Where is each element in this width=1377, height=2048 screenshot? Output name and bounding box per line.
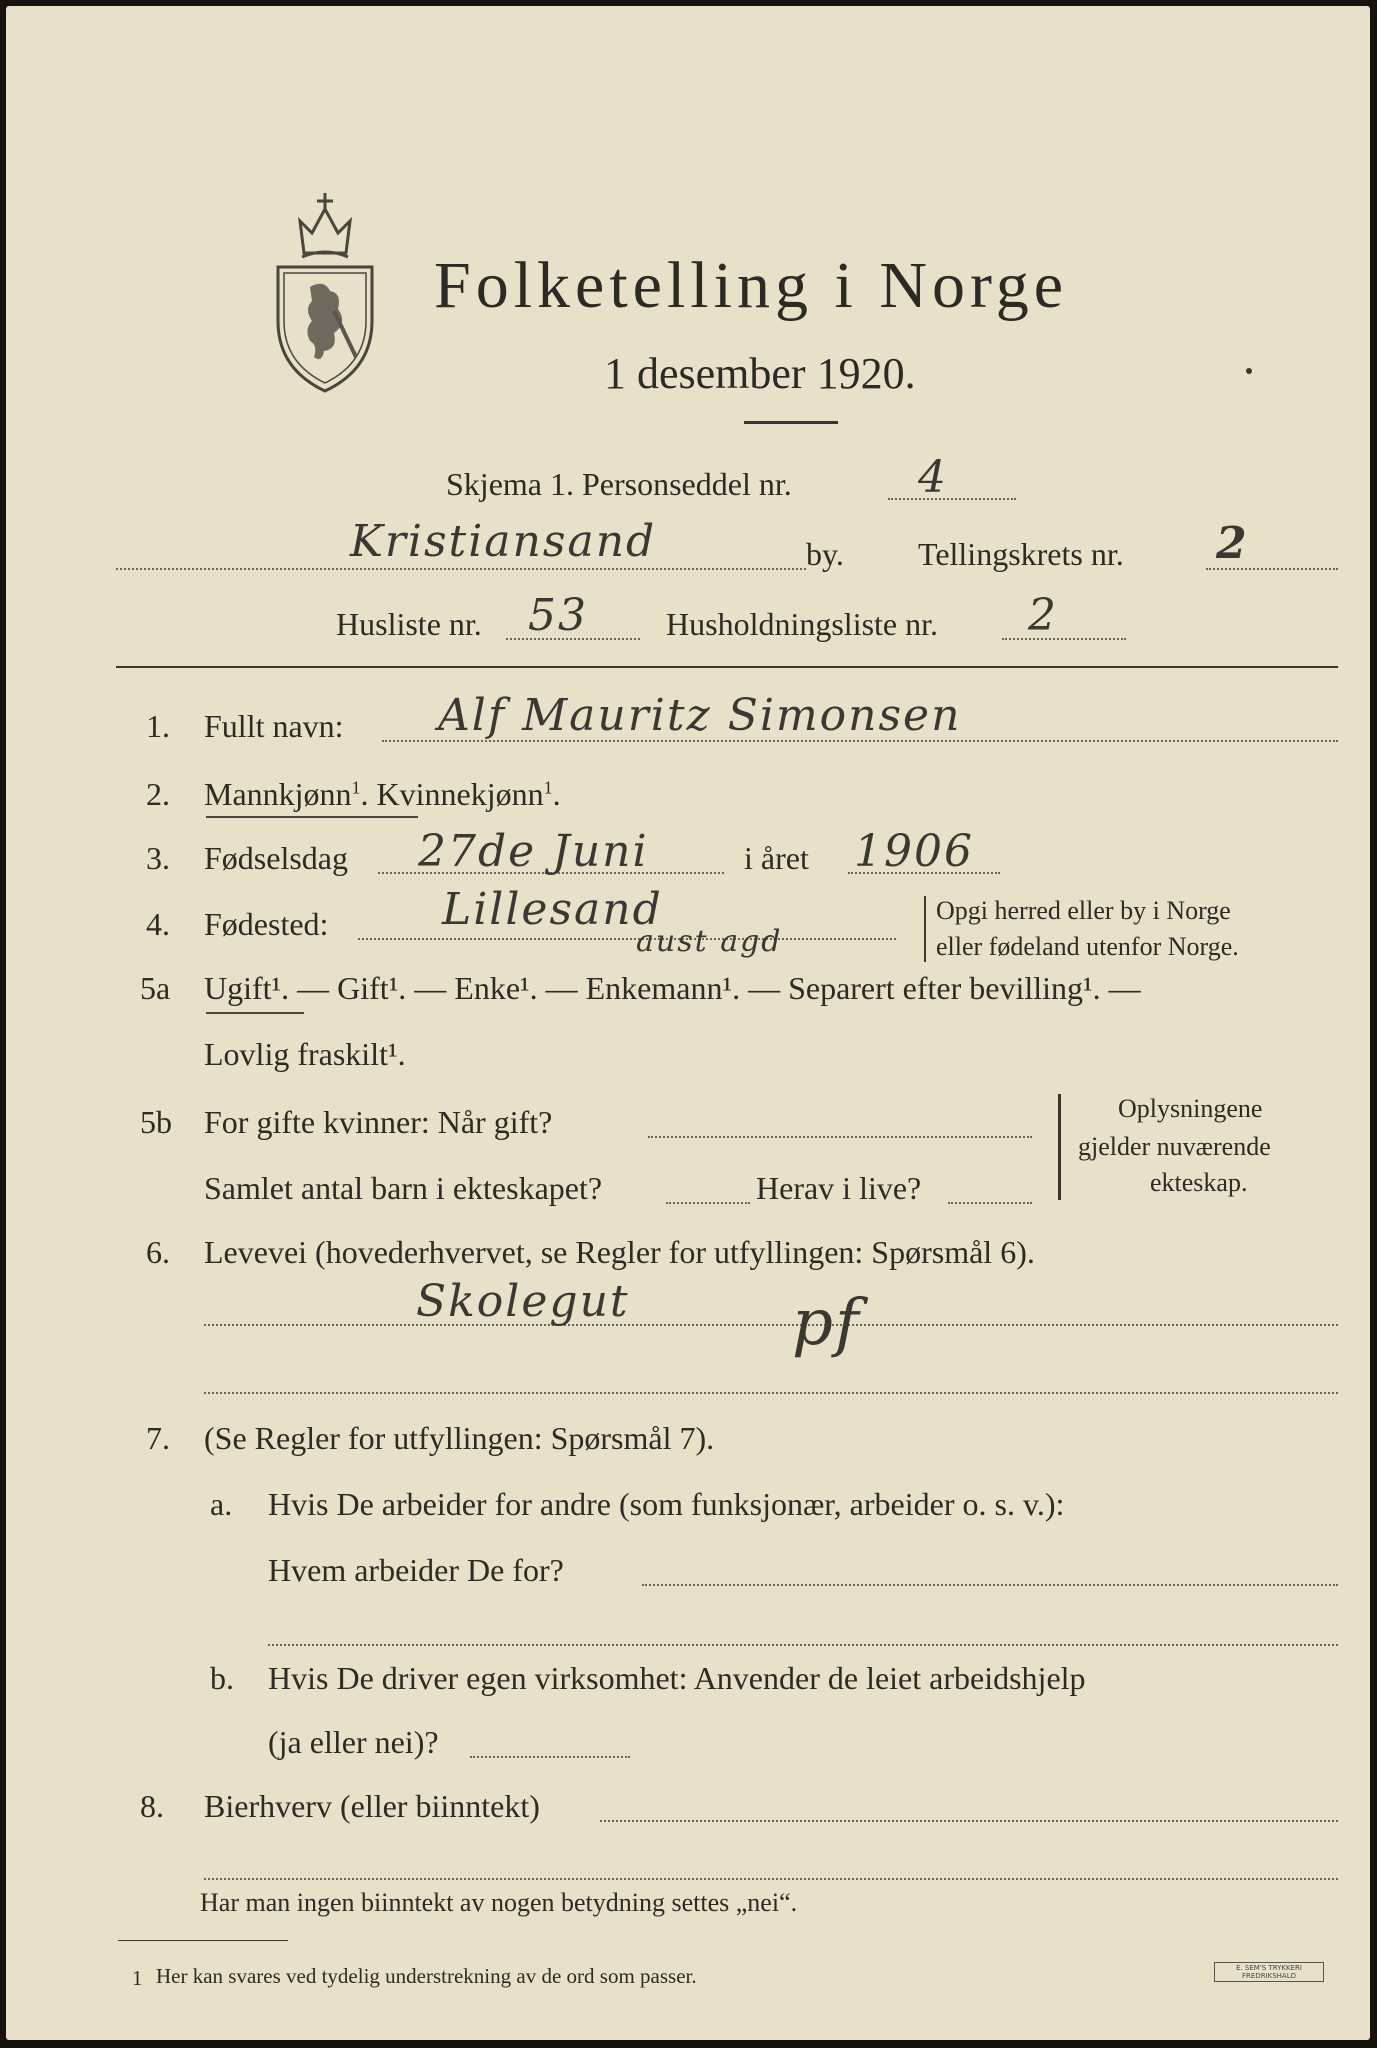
q4-note-line1: Opgi herred eller by i Norge	[936, 896, 1231, 925]
section-divider	[116, 666, 1338, 668]
q5b-when-line	[648, 1136, 1032, 1138]
q7a-line1: Hvis De arbeider for andre (som funksjonær, arbeider o. s. v.):	[268, 1486, 1065, 1522]
q3-year-label: i året	[744, 840, 809, 876]
q5b-number: 5b	[140, 1104, 172, 1140]
q8-line1	[600, 1820, 1338, 1822]
birthplace-value: Lillesand	[442, 884, 663, 935]
occupation-value: Skolegut	[416, 1276, 630, 1327]
q7b-letter: b.	[210, 1660, 234, 1696]
q2-sep: .	[360, 776, 369, 812]
q7a-line2: Hvem arbeider De for?	[268, 1552, 564, 1588]
q5b-alive-label: Herav i live?	[756, 1170, 922, 1206]
q3-number: 3.	[146, 840, 170, 876]
town-line	[116, 568, 806, 570]
census-form	[6, 6, 1370, 2040]
q5b-children-line	[666, 1202, 750, 1204]
q2-options	[204, 776, 561, 813]
title-divider	[744, 421, 838, 424]
q4-note-brace	[924, 896, 926, 962]
full-name-value: Alf Mauritz Simonsen	[438, 690, 962, 741]
q3-label: Fødselsdag	[204, 840, 348, 876]
q4-line	[358, 938, 896, 940]
q2-number: 2.	[146, 776, 170, 812]
by-label: by.	[806, 536, 844, 572]
printer-stamp-line2: FREDRIKSHALD	[1241, 1972, 1296, 1980]
husliste-number: 53	[528, 590, 588, 641]
q5a-number: 5a	[140, 970, 171, 1006]
occupation-initials: pf	[792, 1286, 861, 1360]
q5b-note-brace	[1058, 1094, 1061, 1200]
q6-number: 6.	[146, 1234, 170, 1270]
ugift-underline	[206, 1012, 304, 1014]
birthplace-extra-value: aust agd	[636, 924, 783, 959]
q4-label: Fødested:	[204, 906, 329, 942]
q8-label: Bierhverv (eller biinntekt)	[204, 1788, 540, 1824]
q5b-note-line2: gjelder nuværende	[1078, 1132, 1271, 1161]
male-option: Mannkjønn	[204, 776, 352, 812]
male-underline	[206, 816, 418, 818]
tellingskrets-number: 2	[1216, 518, 1249, 569]
norwegian-coat-of-arms-icon	[264, 191, 386, 396]
census-date: 1 desember 1920.	[604, 349, 916, 398]
q6-label: Levevei (hovederhvervet, se Regler for utfyllingen: Spørsmål 6).	[204, 1234, 1035, 1270]
skjema-label: Skjema 1. Personseddel nr.	[446, 466, 792, 502]
husliste-label: Husliste nr.	[336, 606, 482, 642]
footnote-text: Her kan svares ved tydelig understrekning av de ord som passer.	[156, 1964, 697, 1988]
q7a-line-extra	[268, 1644, 1338, 1646]
q7b-line2: (ja eller nei)?	[268, 1724, 439, 1760]
q6-line1	[204, 1324, 1338, 1326]
q2-end: .	[552, 776, 561, 812]
form-title: Folketelling i Norge	[434, 249, 1069, 322]
biinntekt-note: Har man ingen biinntekt av nogen betydning settes „nei“.	[200, 1888, 798, 1917]
footnote-mark: 1	[132, 1966, 143, 1990]
q5b-note-line1: Oplysningene	[1118, 1094, 1263, 1123]
q7a-letter: a.	[210, 1486, 233, 1522]
town-value: Kristiansand	[350, 516, 657, 567]
q5b-children-label: Samlet antal barn i ekteskapet?	[204, 1170, 603, 1206]
tellingskrets-label: Tellingskrets nr.	[918, 536, 1124, 572]
female-option: Kvinnekjønn	[376, 776, 544, 812]
birthday-value: 27de Juni	[418, 826, 649, 877]
q1-number: 1.	[146, 708, 170, 744]
q5b-line1: For gifte kvinner: Når gift?	[204, 1104, 553, 1140]
q8-line2	[204, 1878, 1338, 1880]
q2-female-sup: 1	[543, 777, 553, 798]
q6-line2	[204, 1392, 1338, 1394]
q4-number: 4.	[146, 906, 170, 942]
husholdning-number: 2	[1028, 590, 1058, 641]
husholdning-line	[1002, 638, 1126, 640]
q7a-line-employer	[642, 1584, 1338, 1586]
q2-male-sup: 1	[351, 777, 361, 798]
birth-year-value: 1906	[854, 826, 974, 877]
q4-note-line2: eller fødeland utenfor Norge.	[936, 932, 1239, 961]
q5b-note-line3: ekteskap.	[1150, 1168, 1248, 1197]
personseddel-line	[888, 498, 1016, 500]
personseddel-number: 4	[918, 452, 948, 503]
q7-label: (Se Regler for utfyllingen: Spørsmål 7).	[204, 1420, 715, 1456]
q8-number: 8.	[140, 1788, 164, 1824]
printer-stamp-line1: E. SEM'S TRYKKERI	[1236, 1964, 1302, 1972]
marital-options-line2: Lovlig fraskilt¹.	[204, 1036, 406, 1072]
husholdning-label: Husholdningsliste nr.	[666, 606, 939, 642]
printer-stamp	[1214, 1962, 1324, 1982]
marital-options: Ugift¹. — Gift¹. — Enke¹. — Enkemann¹. — Separert efter bevilling¹. —	[204, 970, 1141, 1006]
ink-dot	[1246, 368, 1252, 374]
q1-label: Fullt navn:	[204, 708, 344, 744]
q7b-answer-line	[470, 1756, 630, 1758]
q7b-line1: Hvis De driver egen virksomhet: Anvender de leiet arbeidshjelp	[268, 1660, 1086, 1696]
footnote-rule	[118, 1940, 288, 1941]
q5b-alive-line	[948, 1202, 1032, 1204]
q7-number: 7.	[146, 1420, 170, 1456]
